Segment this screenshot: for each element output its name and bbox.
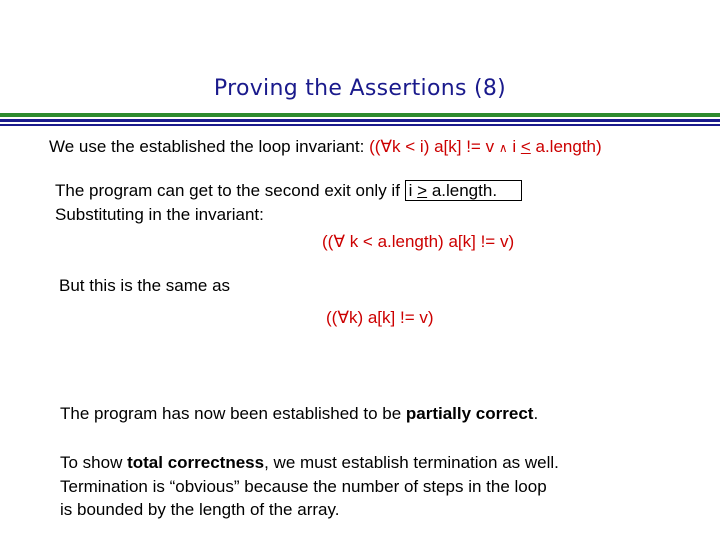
total-correctness-text: To show total correctness, we must establish termination as well. xyxy=(60,453,559,472)
le-symbol: < xyxy=(520,137,531,156)
title-rule-blue xyxy=(0,119,720,122)
title-rule-green xyxy=(0,113,720,117)
page-title: Proving the Assertions (8) xyxy=(213,76,507,101)
same-as-text: But this is the same as xyxy=(59,276,231,295)
partial-correctness-text: The program has now been established to be partially correct. xyxy=(60,404,539,423)
termination-line: Termination is “obvious” because the number of steps in the loop xyxy=(60,477,547,496)
total-correct-bold: total correctness xyxy=(127,453,265,472)
formula-simplified: ((∀k) a[k] != v) xyxy=(326,308,434,327)
forall-symbol: ∀ xyxy=(337,308,349,327)
forall-symbol: ∀ xyxy=(380,137,393,156)
ge-symbol: > xyxy=(417,181,428,200)
substituting-text: Substituting in the invariant: xyxy=(55,205,264,224)
title-rule-blue-thin xyxy=(0,124,720,126)
bounded-line: is bounded by the length of the array. xyxy=(60,500,340,519)
partial-correct-bold: partially correct xyxy=(405,404,534,423)
forall-symbol: ∀ xyxy=(333,232,345,251)
exit-lead: The program can get to the second exit only if xyxy=(55,181,400,200)
exit-condition-box: i > a.length. xyxy=(405,180,522,201)
and-symbol: ∧ xyxy=(498,141,508,155)
exit-line xyxy=(55,181,522,201)
invariant-lead: We use the established the loop invariant: xyxy=(49,137,365,156)
formula-substituted: ((∀ k < a.length) a[k] != v) xyxy=(322,232,515,251)
invariant-line xyxy=(49,137,602,158)
invariant-formula: ((∀k < i) a[k] != v ∧ i < a.length) xyxy=(369,137,602,156)
